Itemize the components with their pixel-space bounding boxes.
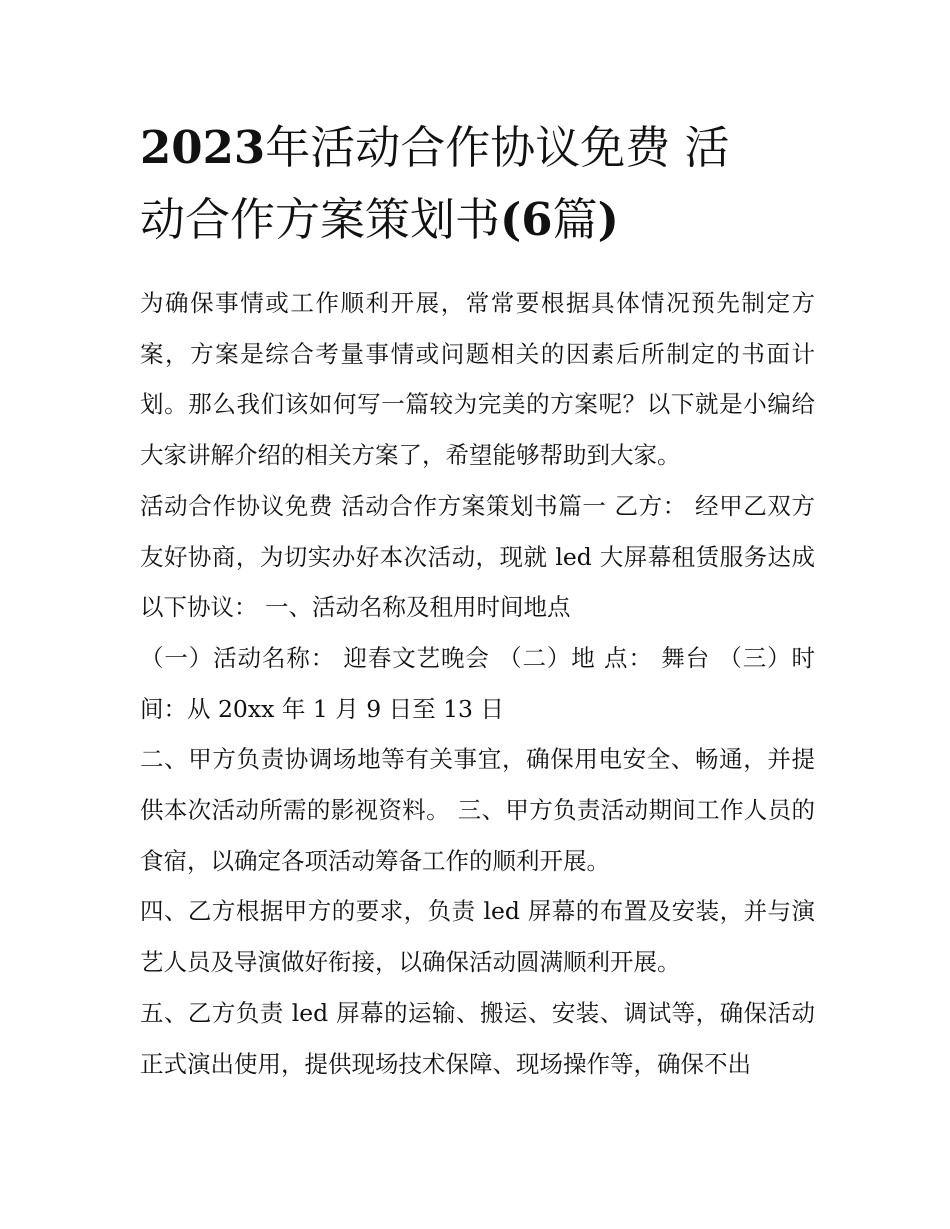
paragraph-event-details: （一）活动名称： 迎春文艺晚会 （二）地 点： 舞台 （三）时 间：从 20xx 年 1 月 9 日至 13 日 [140, 643, 815, 723]
paragraph-party-b-setup: 四、乙方根据甲方的要求，负责 led 屏幕的布置及安装，并与演艺人员及导演做好衔接，以确保活动圆满顺利开展。 [140, 897, 815, 977]
paragraph-party-a-duties: 二、甲方负责协调场地等有关事宜，确保用电安全、畅通，并提供本次活动所需的影视资料。 三、甲方负责活动期间工作人员的食宿，以确定各项活动筹备工作的顺利开展。 [140, 745, 815, 875]
document-title [140, 112, 815, 256]
title-year: 2023 [140, 121, 266, 174]
title-line1-text: 年活动合作协议免费 活 [265, 121, 730, 174]
title-count-close: ) [597, 193, 619, 246]
title-count-open: (6 [500, 193, 553, 246]
paragraph-agreement-opening: 活动合作协议免费 活动合作方案策划书篇一 乙方： 经甲乙双方友好协商，为切实办好本次活动，现就 led 大屏幕租赁服务达成以下协议： 一、活动名称及租用时间地点 [140, 491, 815, 622]
title-line2-text: 动合作方案策划书 [140, 193, 501, 246]
paragraph-party-b-transport: 五、乙方负责 led 屏幕的运输、搬运、安装、调试等，确保活动正式演出使用，提供现场技术保障、现场操作等，确保不出 [140, 998, 815, 1078]
paragraph-intro: 为确保事情或工作顺利开展，常常要根据具体情况预先制定方案，方案是综合考量事情或问题相关的因素后所制定的书面计划。那么我们该如何写一篇较为完美的方案呢？以下就是小编给大家讲解介绍的相关方案了，希望能够帮助到大家。 [140, 289, 815, 470]
document-page [140, 112, 815, 1089]
title-count-unit: 篇 [552, 193, 598, 246]
